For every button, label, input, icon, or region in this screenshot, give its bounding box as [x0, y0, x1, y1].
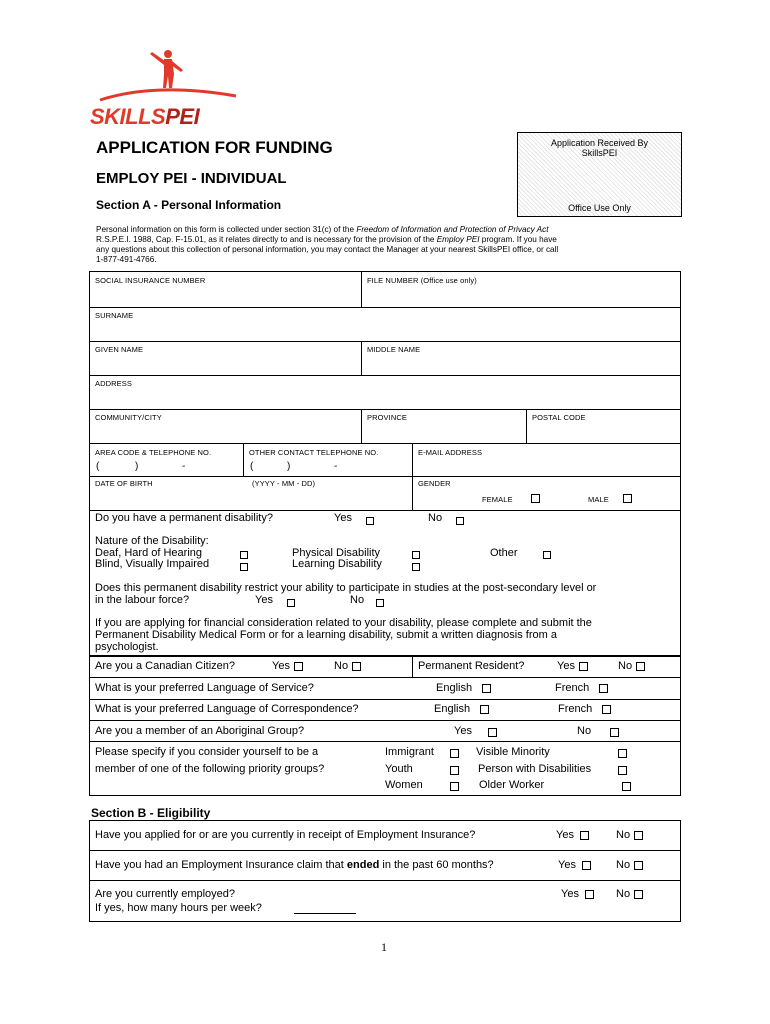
ei-question: Have you applied for or are you currently in receipt of Employment Insurance?	[95, 829, 476, 841]
aboriginal-yes-checkbox[interactable]	[488, 728, 497, 737]
pr-no-label: No	[618, 660, 633, 672]
deaf-checkbox[interactable]	[240, 551, 248, 559]
citizen-no-checkbox[interactable]	[352, 662, 361, 671]
other-checkbox[interactable]	[543, 551, 551, 559]
file-number-label: FILE NUMBER (Office use only)	[367, 276, 477, 285]
claim-no-label: No	[616, 859, 631, 871]
surname-field[interactable]	[90, 321, 680, 340]
section-a-title: Section A - Personal Information	[96, 198, 282, 212]
priority-question-1: Please specify if you consider yourself to be a	[95, 746, 319, 758]
other-phone-label: OTHER CONTACT TELEPHONE NO.	[249, 448, 379, 457]
page-subtitle: EMPLOY PEI - INDIVIDUAL	[96, 170, 287, 187]
hours-question: If yes, how many hours per week?	[95, 902, 262, 914]
lang-corr-question: What is your preferred Language of Correspondence?	[95, 703, 359, 715]
pwd-label: Person with Disabilities	[478, 763, 592, 775]
learning-checkbox[interactable]	[412, 563, 420, 571]
given-name-field[interactable]	[90, 355, 360, 374]
logo-text-skills: SKILLS	[90, 104, 166, 129]
ei-no-label: No	[616, 829, 631, 841]
citizen-yes-checkbox[interactable]	[294, 662, 303, 671]
privacy-line-2a: R.S.P.E.I. 1988, Cap. F-15.01, as it relates directly to and is necessary for the provision of the	[96, 235, 437, 244]
middle-name-field[interactable]	[362, 355, 680, 374]
address-label: ADDRESS	[95, 379, 132, 388]
privacy-notice	[96, 225, 686, 265]
privacy-line-2c: program. If you have	[479, 235, 557, 244]
paren-open: (	[250, 461, 254, 472]
paren-close: )	[287, 461, 291, 472]
restrict-no-label: No	[350, 594, 365, 606]
middle-name-label: MIDDLE NAME	[367, 345, 421, 354]
phone-dash: -	[334, 461, 338, 472]
gender-label: GENDER	[418, 479, 451, 488]
pwd-checkbox[interactable]	[618, 766, 627, 775]
lang-service-question: What is your preferred Language of Service?	[95, 682, 314, 694]
skillspei-logo	[86, 44, 266, 129]
gender-male	[588, 495, 609, 504]
restrict-yes-checkbox[interactable]	[287, 599, 295, 607]
sin-label: SOCIAL INSURANCE NUMBER	[95, 276, 206, 285]
female-checkbox[interactable]	[531, 494, 540, 503]
paren-close: )	[135, 461, 139, 472]
privacy-act-name: Freedom of Information and Protection of Privacy Act	[356, 225, 549, 234]
priority-question-2: member of one of the following priority groups?	[95, 763, 325, 775]
corr-english-checkbox[interactable]	[480, 705, 489, 714]
phone-label: AREA CODE & TELEPHONE NO.	[95, 448, 212, 457]
given-name-label: GIVEN NAME	[95, 345, 144, 354]
citizen-yes-label: Yes	[272, 660, 290, 672]
dob-field[interactable]	[90, 490, 411, 510]
employed-yes-checkbox[interactable]	[585, 890, 594, 899]
ei-no-checkbox[interactable]	[634, 831, 643, 840]
claim-question-ended: ended	[346, 859, 380, 871]
financial-line-2: Permanent Disability Medical Form or for a learning disability, submit a written diagnosis from a	[95, 629, 557, 641]
corr-french-label: French	[558, 703, 593, 715]
restrict-line-2: in the labour force?	[95, 594, 190, 606]
other-phone-field[interactable]	[244, 459, 411, 475]
dob-format: (YYYY - MM - DD)	[252, 479, 316, 488]
sin-field[interactable]	[90, 287, 360, 306]
figure-icon	[86, 44, 266, 106]
ei-yes-label: Yes	[556, 829, 574, 841]
postal-code-label: POSTAL CODE	[532, 413, 586, 422]
employed-no-label: No	[616, 888, 631, 900]
community-label: COMMUNITY/CITY	[95, 413, 162, 422]
postal-code-field[interactable]	[527, 423, 680, 442]
province-field[interactable]	[362, 423, 525, 442]
privacy-line-1a: Personal information on this form is collected under section 31(c) of the	[96, 225, 357, 234]
financial-line-1: If you are applying for financial consideration related to your disability, please complete and submit the	[95, 617, 592, 629]
aboriginal-no-label: No	[577, 725, 592, 737]
claim-question-c: in the past 60 months?	[379, 859, 494, 871]
pr-yes-checkbox[interactable]	[579, 662, 588, 671]
older-worker-checkbox[interactable]	[622, 782, 631, 791]
claim-no-checkbox[interactable]	[634, 861, 643, 870]
pr-yes-label: Yes	[557, 660, 575, 672]
privacy-line-3: any questions about this collection of personal information, you may contact the Manager at your nearest SkillsPEI office, or call	[96, 245, 559, 254]
female-label: FEMALE	[482, 495, 513, 504]
logo-text-pei: PEI	[165, 104, 200, 129]
hours-input-line[interactable]	[294, 912, 356, 914]
aboriginal-no-checkbox[interactable]	[610, 728, 619, 737]
employed-yes-label: Yes	[561, 888, 579, 900]
physical-checkbox[interactable]	[412, 551, 420, 559]
page-number: 1	[381, 940, 387, 954]
email-label: E-MAIL ADDRESS	[418, 448, 483, 457]
paren-open: (	[96, 461, 100, 472]
citizen-no-label: No	[334, 660, 349, 672]
visible-minority-checkbox[interactable]	[618, 749, 627, 758]
disability-yes-label: Yes	[334, 512, 352, 524]
disability-question: Do you have a permanent disability?	[95, 512, 273, 524]
service-english-checkbox[interactable]	[482, 684, 491, 693]
ei-yes-checkbox[interactable]	[580, 831, 589, 840]
other-label: Other	[490, 547, 518, 559]
claim-question-a: Have you had an Employment Insurance claim that	[95, 859, 347, 871]
pr-no-checkbox[interactable]	[636, 662, 645, 671]
email-field[interactable]	[413, 459, 680, 475]
service-english-label: English	[436, 682, 473, 694]
service-french-label: French	[555, 682, 590, 694]
women-checkbox[interactable]	[450, 782, 459, 791]
employed-no-checkbox[interactable]	[634, 890, 643, 899]
financial-line-3: psychologist.	[95, 641, 159, 653]
women-label: Women	[385, 779, 423, 791]
received-by-label: Application Received By	[550, 138, 649, 148]
visible-minority-label: Visible Minority	[476, 746, 550, 758]
section-b-title: Section B - Eligibility	[91, 806, 211, 820]
disability-no-checkbox[interactable]	[456, 517, 464, 525]
physical-label: Physical Disability	[292, 547, 381, 559]
surname-label: SURNAME	[95, 311, 134, 320]
older-worker-label: Older Worker	[479, 779, 545, 791]
page-title: APPLICATION FOR FUNDING	[96, 138, 333, 157]
office-use-box	[517, 132, 682, 217]
community-field[interactable]	[90, 423, 360, 442]
aboriginal-question: Are you a member of an Aboriginal Group?	[95, 725, 305, 737]
employed-question: Are you currently employed?	[95, 888, 236, 900]
phone-dash: -	[182, 461, 186, 472]
corr-english-label: English	[434, 703, 471, 715]
restrict-no-checkbox[interactable]	[376, 599, 384, 607]
male-checkbox[interactable]	[623, 494, 632, 503]
disability-no-label: No	[428, 512, 443, 524]
dob-label: DATE OF BIRTH	[95, 479, 153, 488]
privacy-program-name: Employ PEI	[436, 235, 480, 244]
office-use-only-label: Office Use Only	[568, 203, 631, 213]
received-by-label-2: SkillsPEI	[581, 148, 618, 158]
citizen-question: Are you a Canadian Citizen?	[95, 660, 236, 672]
address-field[interactable]	[90, 389, 680, 408]
male-label: MALE	[588, 495, 609, 504]
claim-yes-checkbox[interactable]	[582, 861, 591, 870]
service-french-checkbox[interactable]	[599, 684, 608, 693]
restrict-line-1: Does this permanent disability restrict your ability to participate in studies at the post-secondary level or	[95, 582, 597, 594]
pr-question: Permanent Resident?	[418, 660, 525, 672]
blind-label: Blind, Visually Impaired	[95, 558, 210, 570]
disability-yes-checkbox[interactable]	[366, 517, 374, 525]
deaf-label: Deaf, Hard of Hearing	[95, 547, 202, 559]
privacy-line-4: 1-877-491-4766.	[96, 255, 157, 264]
immigrant-label: Immigrant	[385, 746, 434, 758]
aboriginal-yes-label: Yes	[454, 725, 472, 737]
corr-french-checkbox[interactable]	[602, 705, 611, 714]
phone-field[interactable]	[90, 459, 242, 475]
youth-label: Youth	[385, 763, 413, 775]
youth-checkbox[interactable]	[450, 766, 459, 775]
blind-checkbox[interactable]	[240, 563, 248, 571]
nature-label: Nature of the Disability:	[95, 535, 209, 547]
gender-female	[482, 495, 513, 504]
immigrant-checkbox[interactable]	[450, 749, 459, 758]
province-label: PROVINCE	[367, 413, 407, 422]
learning-label: Learning Disability	[292, 558, 382, 570]
restrict-yes-label: Yes	[255, 594, 273, 606]
claim-yes-label: Yes	[558, 859, 576, 871]
